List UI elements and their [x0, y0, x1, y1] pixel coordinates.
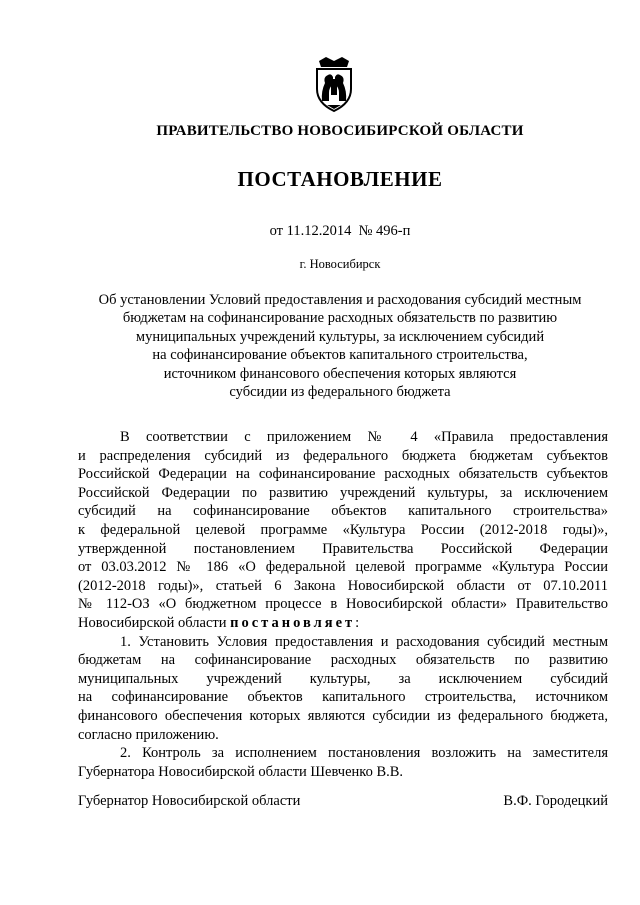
signature-block: [78, 793, 608, 813]
body-line: Российской Федерации на софинансирование расходных обязательств субъектов: [78, 466, 608, 483]
title-line: Об установлении Условий предоставления и расходования субсидий местным: [98, 292, 582, 308]
body-line: утвержденной постановлением Правительства Российской Федерации: [78, 540, 608, 557]
title-line: источником финансового обеспечения которых являются: [163, 365, 517, 382]
body-line: от 03.03.2012 № 186 «О федеральной целевой программе «Культура России: [78, 559, 608, 576]
body-line: на софинансирование объектов капитального строительства, источником: [78, 689, 608, 706]
body-line: согласно приложению.: [78, 726, 219, 743]
title-line: субсидии из федерального бюджета: [229, 384, 451, 401]
resolves-colon: :: [355, 614, 360, 631]
body-line: № 112-ОЗ «О бюджетном процессе в Новосибирской области» Правительство: [78, 596, 608, 613]
title-line: на софинансирование объектов капитального строительства,: [152, 347, 528, 364]
body-line: [78, 614, 608, 633]
organization-title: ПРАВИТЕЛЬСТВО НОВОСИБИРСКОЙ ОБЛАСТИ: [156, 123, 524, 139]
document-body: [78, 428, 608, 781]
body-line: (2012-2018 годы)», статьей 6 Закона Новосибирской области от 07.10.2011: [78, 577, 608, 594]
body-line: и распределения субсидий из федерального бюджета бюджетам субъектов: [78, 447, 608, 464]
document-title: [70, 291, 610, 401]
resolves-word: постановляет: [230, 614, 356, 631]
document-city: г. Новосибирск: [299, 257, 381, 271]
body-line: бюджетам на софинансирование расходных обязательств по развитию: [78, 652, 608, 669]
body-line: 1. Установить Условия предоставления и расходования субсидий местным: [120, 633, 608, 650]
preamble-paragraph: [78, 428, 608, 633]
signatory-name: В.Ф. Городецкий: [503, 793, 608, 809]
coat-of-arms-icon: [309, 55, 359, 115]
item-1-paragraph: [78, 633, 608, 745]
body-line: В соответствии с приложением № 4 «Правила предоставления: [120, 429, 608, 445]
body-line: муниципальных учреждений культуры, за исключением субсидий: [78, 670, 608, 687]
title-line: муниципальных учреждений культуры, за исключением субсидий: [135, 328, 545, 345]
title-line: бюджетам на софинансирование расходных обязательств по развитию: [122, 310, 558, 327]
body-line: Губернатора Новосибирской области Шевченко В.В.: [78, 763, 404, 780]
signatory-position: Губернатор Новосибирской области: [78, 793, 301, 809]
document-date-number: от 11.12.2014 № 496-п: [269, 223, 411, 239]
body-line-text: Новосибирской области: [78, 614, 231, 631]
document-type: ПОСТАНОВЛЕНИЕ: [237, 167, 443, 191]
item-2-paragraph: [78, 744, 608, 781]
body-line: 2. Контроль за исполнением постановления возложить на заместителя: [120, 745, 608, 762]
body-line: к федеральной целевой программе «Культура России (2012-2018 годы)»,: [78, 521, 608, 538]
body-line: субсидий на софинансирование объектов капитального строительства»: [78, 503, 608, 520]
body-line: финансового обеспечения которых являются субсидии из федерального бюджета,: [78, 707, 608, 724]
body-line: Российской Федерации по развитию учреждений культуры, за исключением: [78, 484, 608, 501]
